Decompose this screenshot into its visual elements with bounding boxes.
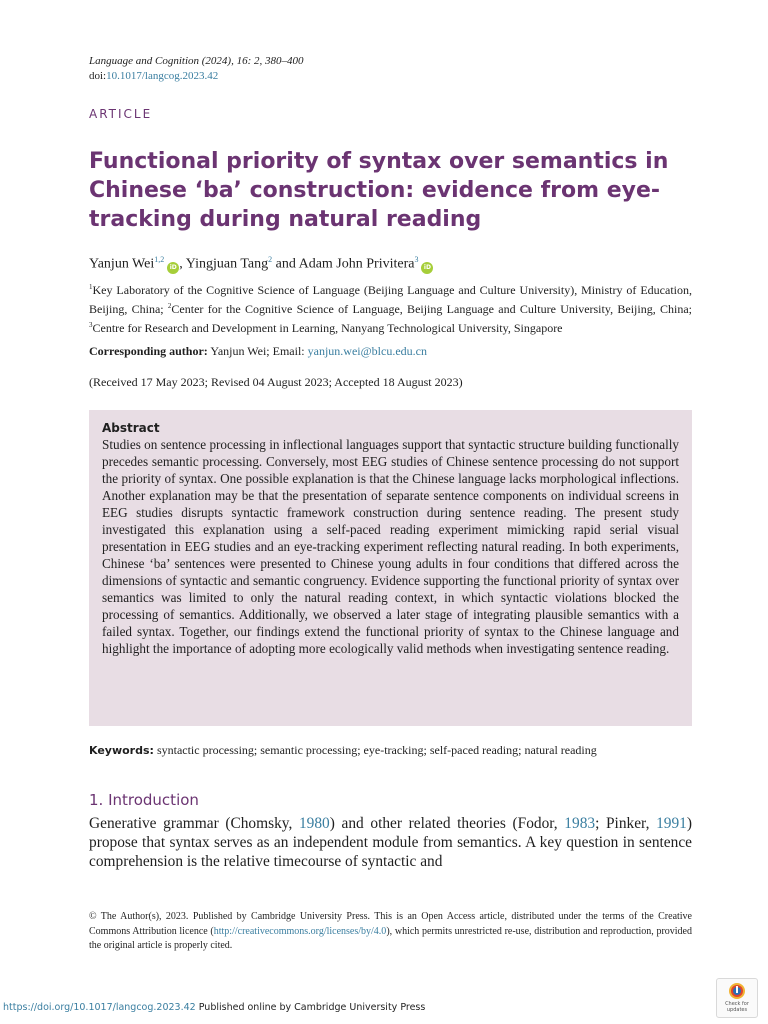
affiliation-text: Center for the Cognitive Science of Language, Beijing Language and Culture University, Beijing, China; (171, 302, 692, 316)
corresponding-author (89, 343, 427, 359)
affiliation-marker[interactable]: 3 (414, 255, 419, 264)
author-list (89, 250, 433, 275)
doi-line (89, 69, 304, 84)
orcid-icon[interactable]: iD (167, 262, 179, 274)
affiliation-marker[interactable]: 2 (268, 255, 273, 264)
badge-line: Check for (725, 1001, 749, 1007)
published-online-text: Published online by Cambridge University Press (195, 1002, 426, 1013)
author-name: Adam John Privitera (298, 256, 415, 272)
intro-text: ) propose that syntax serves as an independent module from semantics. A key question in sentence comprehension is the relative timecourse of syntactic and (89, 815, 692, 870)
license-url-link[interactable]: http://creativecommons.org/licenses/by/4.0 (213, 925, 387, 937)
journal-citation-block (89, 54, 304, 84)
author-name: Yanjun Wei (89, 256, 155, 272)
corresponding-label: Corresponding author: (89, 344, 208, 358)
orcid-icon[interactable]: iD (421, 262, 433, 274)
intro-text: ; Pinker, (595, 815, 657, 832)
section-heading-introduction: 1. Introduction (89, 791, 199, 809)
check-for-updates-button[interactable] (716, 978, 758, 1018)
affiliation-text: Centre for Research and Development in Learning, Nanyang Technological University, Singapore (92, 321, 563, 335)
keywords-label: Keywords: (89, 744, 154, 757)
badge-line: updates (726, 1007, 748, 1013)
check-for-updates-label (717, 1001, 757, 1013)
footer-doi-link[interactable]: https://doi.org/10.1017/langcog.2023.42 (3, 1002, 196, 1013)
author-name: Yingjuan Tang (185, 256, 269, 272)
affiliation-number: 2 (167, 302, 172, 310)
journal-citation: Language and Cognition (2024), 16: 2, 380–400 (89, 55, 304, 67)
corresponding-text: Yanjun Wei; Email: (207, 344, 308, 358)
received-dates: (Received 17 May 2023; Revised 04 August 2023; Accepted 18 August 2023) (89, 375, 463, 389)
paper-title: Functional priority of syntax over semantics in Chinese ‘ba’ construction: evidence from eye-tracking during natural reading (89, 149, 669, 232)
license-text: ), which permits unrestricted re-use, distribution and reproduction, provided the original article is properly cited. (89, 925, 692, 951)
abstract-text: Studies on sentence processing in inflectional languages support that syntactic structure building functionally precedes semantic processing. Conversely, most EEG studies of Chinese sentence processing do not support the priority of syntax. One possible explanation is that the Chinese language lacks morphological inflections. Another explanation may be that the presentation of separate sentence components on individual screens in EEG studies disrupts syntactic framework construction during sentence reading. The present study investigated this explanation using a self-paced reading experiment mimicking rapid serial visual presentation in EEG studies and an eye-tracking experiment reflecting natural reading. In both experiments, Chinese ‘ba’ sentences were presented to Chinese young adults in four conditions that differed across the dimensions of syntactic and semantic congruency. Evidence supporting the functional priority of syntax over semantics was limited to only the natural reading context, in which syntactic violations blocked the processing of semantics. Additionally, we observed a later stage of integrating plausible semantics with a failed syntax. Together, our findings extend the functional priority of syntax to the Chinese language and highlight the importance of adopting more ecologically valid methods when investigating sentence reading. (102, 437, 679, 656)
affiliation-text: Key Laboratory of the Cognitive Science of Language (Beijing Language and Culture University), Ministry of Education, Beijing, China; (89, 283, 692, 316)
citation-link[interactable]: 1991 (656, 815, 687, 832)
intro-text: Generative grammar (Chomsky, (89, 815, 299, 832)
crossmark-icon (728, 982, 746, 1000)
article-type-label: ARTICLE (89, 107, 153, 121)
license-text: © The Author(s), 2023. Published by Cambridge University Press. This is an Open Access article, distributed under the terms of the Creative Commons Attribution licence ( (89, 911, 692, 937)
affiliation-marker[interactable]: 1,2 (154, 255, 165, 264)
affiliations (89, 279, 692, 336)
abstract-heading: Abstract (102, 421, 160, 435)
affiliation-number: 1 (89, 283, 93, 291)
doi-link[interactable]: 10.1017/langcog.2023.42 (106, 70, 219, 82)
keywords-text: syntactic processing; semantic processing; eye-tracking; self-paced reading; natural reading (153, 743, 597, 757)
keywords (89, 742, 597, 759)
email-link[interactable]: yanjun.wei@blcu.edu.cn (307, 344, 427, 358)
intro-text: ) and other related theories (Fodor, (329, 815, 565, 832)
introduction-paragraph (89, 814, 692, 871)
license-note (89, 910, 692, 954)
doi-prefix: doi: (89, 70, 107, 82)
abstract-box (89, 410, 692, 726)
citation-link[interactable]: 1983 (564, 815, 596, 832)
citation-link[interactable]: 1980 (298, 815, 330, 832)
author-separator: , (179, 256, 186, 272)
author-separator: and (272, 256, 299, 272)
affiliation-number: 3 (89, 321, 93, 329)
bottom-bar (3, 1002, 425, 1013)
